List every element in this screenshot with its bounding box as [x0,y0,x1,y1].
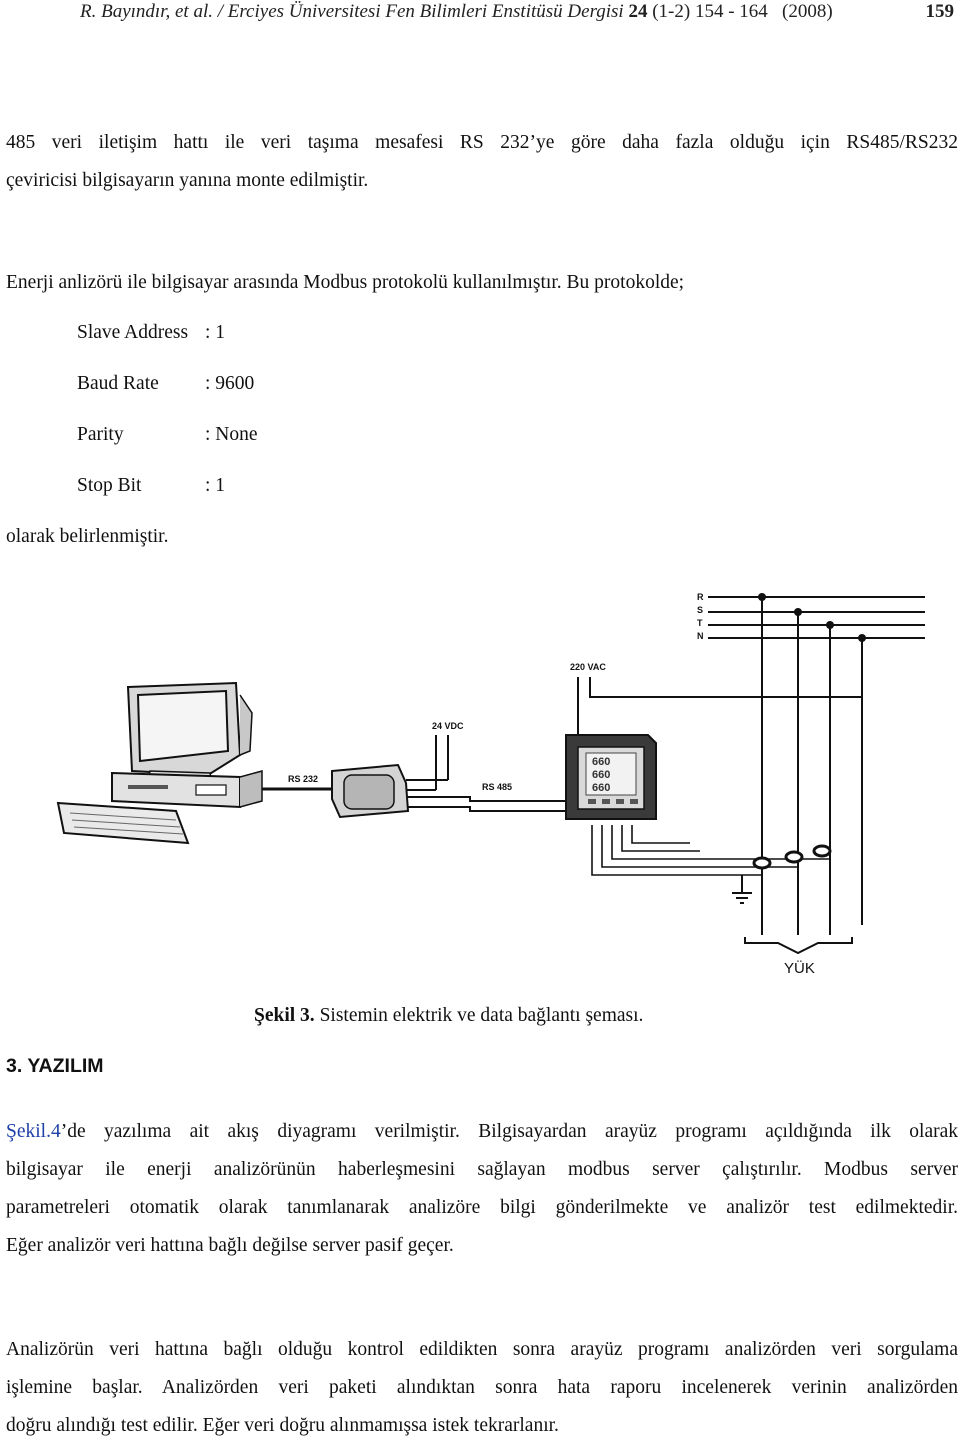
vac-label: 220 VAC [570,662,606,672]
param-key: Baud Rate [77,373,159,394]
software-line-first [6,1113,958,1151]
intro-line: çeviricisi bilgisayarın yanına monte edilmiştir. [6,170,369,191]
converter-icon [332,765,408,817]
header-journal: / Erciyes Üniversitesi Fen Bilimleri Enstitüsü Dergisi [212,1,629,22]
params-closing: olarak belirlenmiştir. [6,526,169,547]
figure-caption-label: Şekil 3. [254,1005,315,1026]
header-authors: R. Bayındır, et al. [80,1,213,22]
header-volume: 24 [628,1,648,22]
software-line: Eğer analizör veri hattına bağlı değilse server pasif geçer. [6,1235,454,1256]
param-value: : None [205,424,258,445]
phase-label: R [697,592,704,602]
software-line: bilgisayar ile enerji analizörünün haberleşmesini sağlayan modbus server çalıştırılır. Modbus server [6,1159,958,1180]
software-line: parametreleri otomatik olarak tanımlanarak analizöre bilgi gönderilmekte ve analizör test edilmektedir. [6,1197,958,1218]
phase-label: T [697,618,703,628]
figure-caption-text: Sistemin elektrik ve data bağlantı şeması. [314,1005,644,1026]
param-key: Parity [77,424,124,445]
computer-icon [58,683,262,843]
modbus-sentence [6,264,958,302]
meter-reading: 660 [592,782,611,794]
ct-ring [754,858,770,868]
running-header [80,0,960,24]
intro-paragraph [6,124,958,200]
vdc-label: 24 VDC [432,721,464,731]
param-key: Slave Address [77,322,189,343]
intro-line: 485 veri iletişim hattı ile veri taşıma mesafesi RS 232’ye göre daha fazla olduğu için RS485/RS232 [6,132,958,153]
rs232-label: RS 232 [288,774,319,784]
meter-reading: 660 [592,756,611,768]
ct-ring [814,846,830,856]
param-row-slave-address [77,320,225,346]
param-row-baud-rate [77,371,254,397]
param-row-stop-bit [77,473,225,499]
connection-diagram [0,575,960,990]
figure-reference-link[interactable]: Şekil.4 [6,1121,61,1142]
header-issue-pages: (1-2) 154 - 164 [647,1,768,22]
software-line-text: ’de yazılıma ait akış diyagramı verilmiştir. Bilgisayardan arayüz programı açıldığında ilk olarak [60,1121,958,1142]
final-line: doğru alındığı test edilir. Eğer veri doğru alınmamışsa istek tekrarlanır. [6,1415,559,1436]
header-year: (2008) [782,1,833,22]
final-paragraph [6,1331,958,1445]
phase-label: S [697,605,704,615]
section-heading: 3. YAZILIM [6,1055,104,1077]
meter-reading: 660 [592,769,611,781]
param-key: Stop Bit [77,475,142,496]
figure-caption [254,1005,643,1027]
param-value: : 1 [205,322,226,343]
param-value: : 1 [205,475,226,496]
rs485-label: RS 485 [482,782,513,792]
modbus-sentence-text: Enerji anlizörü ile bilgisayar arasında Modbus protokolü kullanılmıştır. Bu protokolde; [6,272,685,293]
energy-analyzer-icon [566,735,656,819]
final-line: Analizörün veri hattına bağlı olduğu kontrol edildikten sonra arayüz programı analizörden veri sorgulama [6,1339,958,1360]
final-line: işlemine başlar. Analizörden veri paketi alındıktan sonra hata raporu incelenerek verinin analizörden [6,1377,958,1398]
page-number: 159 [925,1,954,22]
param-row-parity [77,422,258,448]
ct-ring [786,852,802,862]
load-label: YÜK [784,960,815,977]
phase-label: N [697,631,704,641]
software-paragraph [6,1113,958,1265]
param-value: : 9600 [205,373,255,394]
